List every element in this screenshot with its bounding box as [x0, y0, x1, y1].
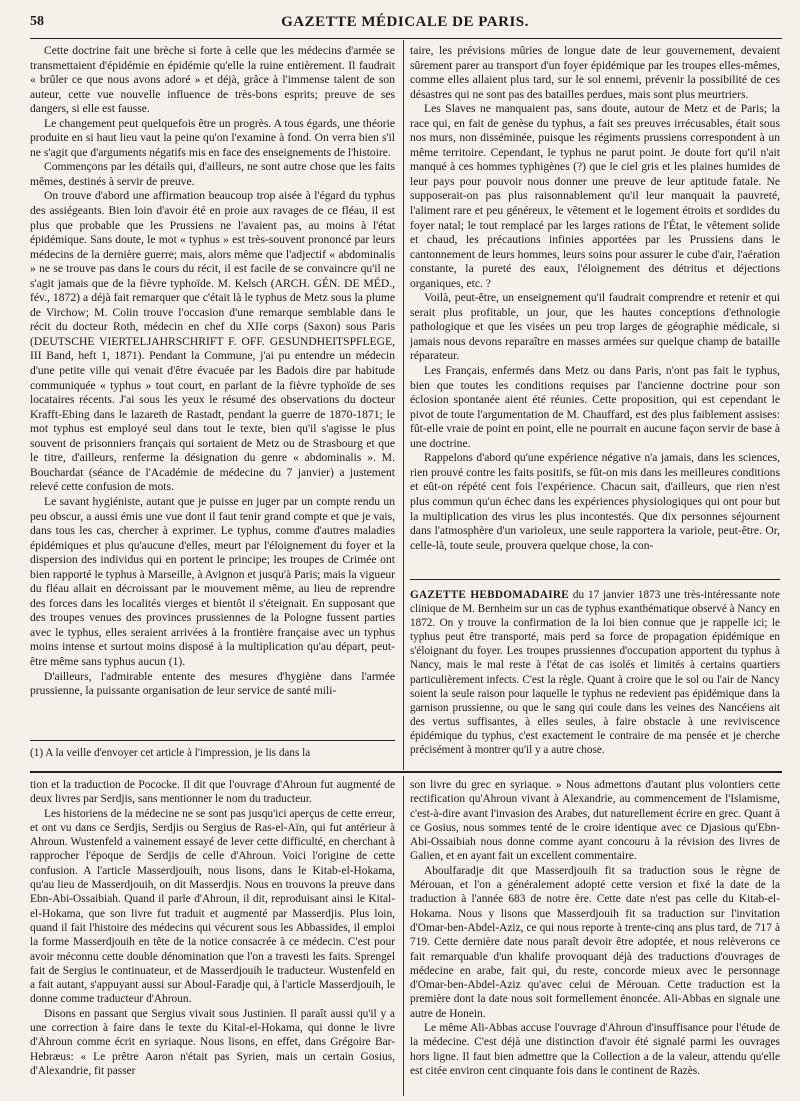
paragraph: D'ailleurs, l'admirable entente des mesures d'hygiène dans l'armée prussienne, la puissante organisation de leur service de santé mili- — [30, 669, 395, 698]
paragraph: Cette doctrine fait une brèche si forte à celle que les médecins d'armée se transmettaient d'épidémie en épidémie qu'elle la ruine entièrement. Il faudrait « brûler ce que nous avons adoré » et déjà, grâce à l'immense talent de son auteur, cette vue nouvelle influence de très-bons esprits; preuve de ses dangers, si elle est fausse. — [30, 44, 395, 116]
gazette-note-label: GAZETTE HEBDOMADAIRE — [410, 589, 570, 601]
page-number: 58 — [30, 14, 44, 29]
paragraph: Disons en passant que Sergius vivait sous Justinien. Il paraît aussi qu'il y a une correction à faire dans le texte du Kital-el-Hokama, qui donne le livre d'Ahroun comme écrit en syriaque. Nous lisons, en effet, dans Grégoire Bar-Hebræus: « Le prêtre Aaron n'était pas Syrien, mais un certain Gosius, d'Alexandrie, fit passer — [30, 1007, 395, 1077]
gazette-note-text: du 17 janvier 1873 une très-intéressante note clinique de M. Bernheim sur un cas de typhus exanthématique observé à Nancy en 1872. On y trouve la confirmation de la loi bien connue que je rappelle ici; le typhus peut être transporté, mais perd sa force de propagation épidémique en s'éloignant du foyer. Les troupes prussiennes d'occupation apportent du typhus à Nancy, mais le mal reste à l'état de cas isolés et limités à certains quartiers particulièrement infects. C'est la règle. Quant à croire que le sol ou l'air de Nancy soient la seule raison pour laquelle le typhus ne redevient pas épidémique dans la garnison prussienne, ou que le sang qui coule dans les veines des Nancéiens ait des vertus suffisantes, à elles seules, à faire obstacle à une reviviscence épidémique du typhus, c'est exactement le contraire de ma pensée et je cherche précisément à montrer qu'il y a autre chose. — [410, 589, 780, 757]
page-title: GAZETTE MÉDICALE DE PARIS. — [281, 14, 529, 30]
header-rule — [30, 38, 782, 39]
paragraph: taire, les prévisions mûries de longue date de leur gouvernement, devaient sûrement parer au transport d'un foyer épidémique par les troupes elles-mêmes, comme elles allaient plus tard, sur le sol ennemi, prévenir la possibilité de ces désastres qui ne sont pas des batailles perdues, mais sont plus meurtriers. — [410, 44, 780, 101]
gazette-note — [410, 588, 780, 770]
column-divider — [403, 776, 404, 1096]
upper-left-column — [30, 44, 395, 738]
upper-right-column — [410, 44, 780, 568]
section-rule — [30, 771, 782, 773]
paragraph: Rappelons d'abord qu'une expérience négative n'a jamais, dans les sciences, rien prouvé contre les faits positifs, se fût-on mis dans les meilleures conditions et eût-on répété cent fois l'expérience. Chacun sait, d'ailleurs, que rien n'est plus commun qu'un échec dans les expériences physiologiques qui ont pour but la multiplication des virus les plus incontestés. Que dix personnes séjournent dans l'atmosphère d'un varioleux, une seule rapportera la variole, peut-être. Or, celle-là, toute seule, prouvera quelque chose, la con- — [410, 451, 780, 552]
paragraph: Les Slaves ne manquaient pas, sans doute, autour de Metz et de Paris; la race qui, en fait de genèse du typhus, a fait ses preuves irrécusables, était sous nos murs, non disséminée, puisque les régiments prussiens correspondent à un même territoire. Cependant, le typhus ne parut point. Je doute fort qu'il n'ait manqué à ces hommes typhigènes (?) que le ciel gris et les plaines humides de leur pays pour pouvoir nous donner une preuve de leur aptitude fatale. Ne supposerait-on pas plus raisonnablement qu'il leur manquait la pauvreté, l'aliment rare et peu généreux, le vêtement et le logement étroits et sordides du foyer natal; le tout remplacé par les larges rations de l'État, le vêtement solide et chaud, les précautions infinies apportées par les Prussiens dans le cantonnement de leurs hommes, leurs soins pour assurer le cube d'air, l'aération constante, la pureté des eaux, l'éloignement des détritus et déjections organiques, etc. ? — [410, 102, 780, 290]
paragraph: tion et la traduction de Pococke. Il dit que l'ouvrage d'Ahroun fut augmenté de deux livres par Serdjis, sans mentionner le nom du traducteur. — [30, 779, 395, 806]
paragraph: Commençons par les détails qui, d'ailleurs, ne sont autre chose que les faits mêmes, destinés à servir de preuve. — [30, 160, 395, 188]
footnote-rule — [30, 740, 395, 741]
paragraph: Les Français, enfermés dans Metz ou dans Paris, n'ont pas fait le typhus, bien que toutes les conditions requises par l'ancienne doctrine pour son éclosion spontanée aient été réunies. Cette proposition, qui est cependant le pivot de toute l'argumentation de M. Chauffard, est des plus faiblement assises: fût-elle vraie de point en point, elle ne pourrait en aucune façon servir de base à une doctrine. — [410, 364, 780, 450]
paragraph: Les historiens de la médecine ne se sont pas jusqu'ici aperçus de cette erreur, et ont vu dans ce Serdjis, Serdjis ou Sergius de Ras-el-Aïn, qui fut antérieur à Ahroun. Wustenfeld a vainement essayé de lever cette difficulté, en cherchant à rapprocher l'époque de Serdjis de celle d'Ahroun. Voici l'origine de cette confusion. A l'article Masserdjouih, nous lisons, dans le Kitab-el-Hokama, qu'au lieu de Masserdjouih, on dit Masserdjis. Nous en trouvons la preuve dans Ebn-Abi-Ossaibiah. Quand il parle d'Ahroun, il dit, reproduisant ainsi le Kital-el-Hokama, que son livre fut traduit et augmenté par Masserdjis. Plus loin, quand il fait l'histoire des médecins qui vécurent sous les Abbassides, il emploi la forme Masserdjouih en tête de la notice consacrée à ce médecin. C'est pour avoir méconnu cette double dénomination que l'on a travesti les faits. Sprengel fait de Sergius le continuateur, et de Masserdjouih le traducteur. Wustenfeld en a fait autant, s'appuyant aussi sur Aboul-Faradje qui, à l'article Masserdjouih, le donne comme traducteur d'Ahroun. — [30, 807, 395, 1006]
note-rule — [410, 579, 780, 580]
paragraph: Aboulfaradje dit que Masserdjouih fit sa traduction sous le règne de Mérouan, et l'on a généralement adopté cette version et fixé la date de la traduction à l'année 683 de notre ère. Cette date n'est pas celle du Kitab-el-Hokama. Nous y lisons que Masserdjouih fit sa traduction sur l'invitation d'Omar-ben-Abdel-Aziz, ce qui nous reporte à trente-cinq ans plus tard, de 717 à 719. Cette dernière date nous paraît devoir être adoptée, et nous relèverons ce fait remarquable d'un khalife provoquant déjà des traductions d'ouvrages de médecine en arabe, fait qui, du reste, concorde mieux avec le personnage d'Omar-ben-Abdel-Aziz qu'avec celui de Mérouan. Cette traduction est la première dont la date nous soit formellement énoncée. Ali-Abbas en signale une autre de Honein. — [410, 864, 780, 1020]
paragraph: On trouve d'abord une affirmation beaucoup trop aisée à l'égard du typhus des assiégeants. Bien loin d'avoir été en proie aux ravages de ce fléau, il est plus que probable que les Prussiens ne l'avaient pas, au moins à l'état épidémique. Sans doute, le mot « typhus » est très-souvent prononcé par leurs médecins de la dernière guerre; mais, alors même que l'adjectif « abdominalis » ne se trouve pas dans le cours du récit, il est facile de se convaincre qu'il ne s'agit jamais que de la fièvre typhoïde. M. Kelsch (ARCH. GÉN. DE MÉD., fév., 1872) a déjà fait remarquer que c'était là le typhus de Metz sous la plume de Virchow; M. Colin trouve l'occasion d'une remarque semblable dans le récit du docteur Roth, médecin en chef du XIIe corps (Saxon) sous Paris (DEUTSCHE VIERTELJAHRSCHRIFT F. OFF. GESUNDHEITSPFLEGE, III Band, heft 1, 1871). Pendant la Commune, j'ai pu entendre un médecin d'une petite ville qui venait d'être évacuée par les Badois dire par habitude communiquée « typhus » tout court, en parlant de la fièvre typhoïde de ses locataires récents. J'ai sous les yeux le résumé des observations du docteur Krafft-Ebing dans le lazareth de Rastadt, pendant la guerre de 1870-1871; le mot typhus est employé seul dans tout le texte, bien qu'il s'agisse le plus souvent de prisonniers français qui sortaient de Metz ou de Strasbourg et que le titre, d'ailleurs, renferme la désignation du genre « abdominalis ». M. Bouchardat (séance de l'Académie de médecine du 7 janvier) a justement relevé cette confusion de mots. — [30, 189, 395, 494]
paragraph: Le savant hygiéniste, autant que je puisse en juger par un compte rendu un peu obscur, a aussi émis une vue dont il faut tenir grand compte et que je vais, dans tous les cas, chercher à exprimer. Le typhus, comme d'autres maladies épidémiques et plus qu'aucune d'elles, meurt par l'éloignement du foyer et la dispersion des individus qui en portent le principe; les troupes de Crimée ont bien rapporté le typhus à Marseille, à Avignon et jusqu'à Paris; mais la vigueur du fléau allait en décroissant par le mouvement même, au lieu de reprendre des forces dans les localités vierges et bientôt il s'éteignait. En supposant que des troupes venues des provinces prussiennes de la Pologne fussent parties avec le typhus, elles seraient arrivées à la frontière française avec un typhus moins intense et surtout moins disposé à la multiplication qu'au départ, peut-être même sans typhus aucun (1). — [30, 494, 395, 668]
paragraph: Le changement peut quelquefois être un progrès. A tous égards, une théorie produite en si haut lieu vaut la peine qu'on l'examine à fond. On verra bien s'il ne s'agit que d'arguments négatifs mis en face des enseignements de l'histoire. — [30, 116, 395, 159]
column-divider — [403, 40, 404, 770]
page-header — [30, 12, 780, 38]
footnote: (1) A la veille d'envoyer cet article à l'impression, je lis dans la — [30, 747, 311, 759]
paragraph: Le même Ali-Abbas accuse l'ouvrage d'Ahroun d'insuffisance pour l'étude de la médecine. C'est déjà une distinction d'avoir été signalé parmi les ouvrages hors ligne. Il faut bien admettre que la Collection a de la valeur, attendu qu'elle est citée environ cent cinquante fois dans le continent de Razès. — [410, 1022, 780, 1077]
paragraph: son livre du grec en syriaque. » Nous admettons d'autant plus volontiers cette rectification qu'Ahroun vivant à Alexandrie, au commencement de l'Islamisme, c'est-à-dire avant l'invasion des Arabes, dut naturellement écrire en grec. Quant à ce Gosius, nous sommes tenté de le croire identique avec ce Djasious qu'Ebn-Abi-Ossaibiah nous donne comme ayant concouru à la révision des livres de Galien, et en ayant fait un excellent commentaire. — [410, 779, 780, 863]
lower-left-column — [30, 778, 395, 1094]
paragraph: Voilà, peut-être, un enseignement qu'il faudrait comprendre et retenir et qui serait plus profitable, un jour, que les hautes conceptions d'ethnologie pathologique et que les visées un peu trop larges de géographie médicale, si jamais nous devons reparaître en masses armées sur quelque champ de bataille réparateur. — [410, 291, 780, 363]
lower-right-column — [410, 778, 780, 1094]
